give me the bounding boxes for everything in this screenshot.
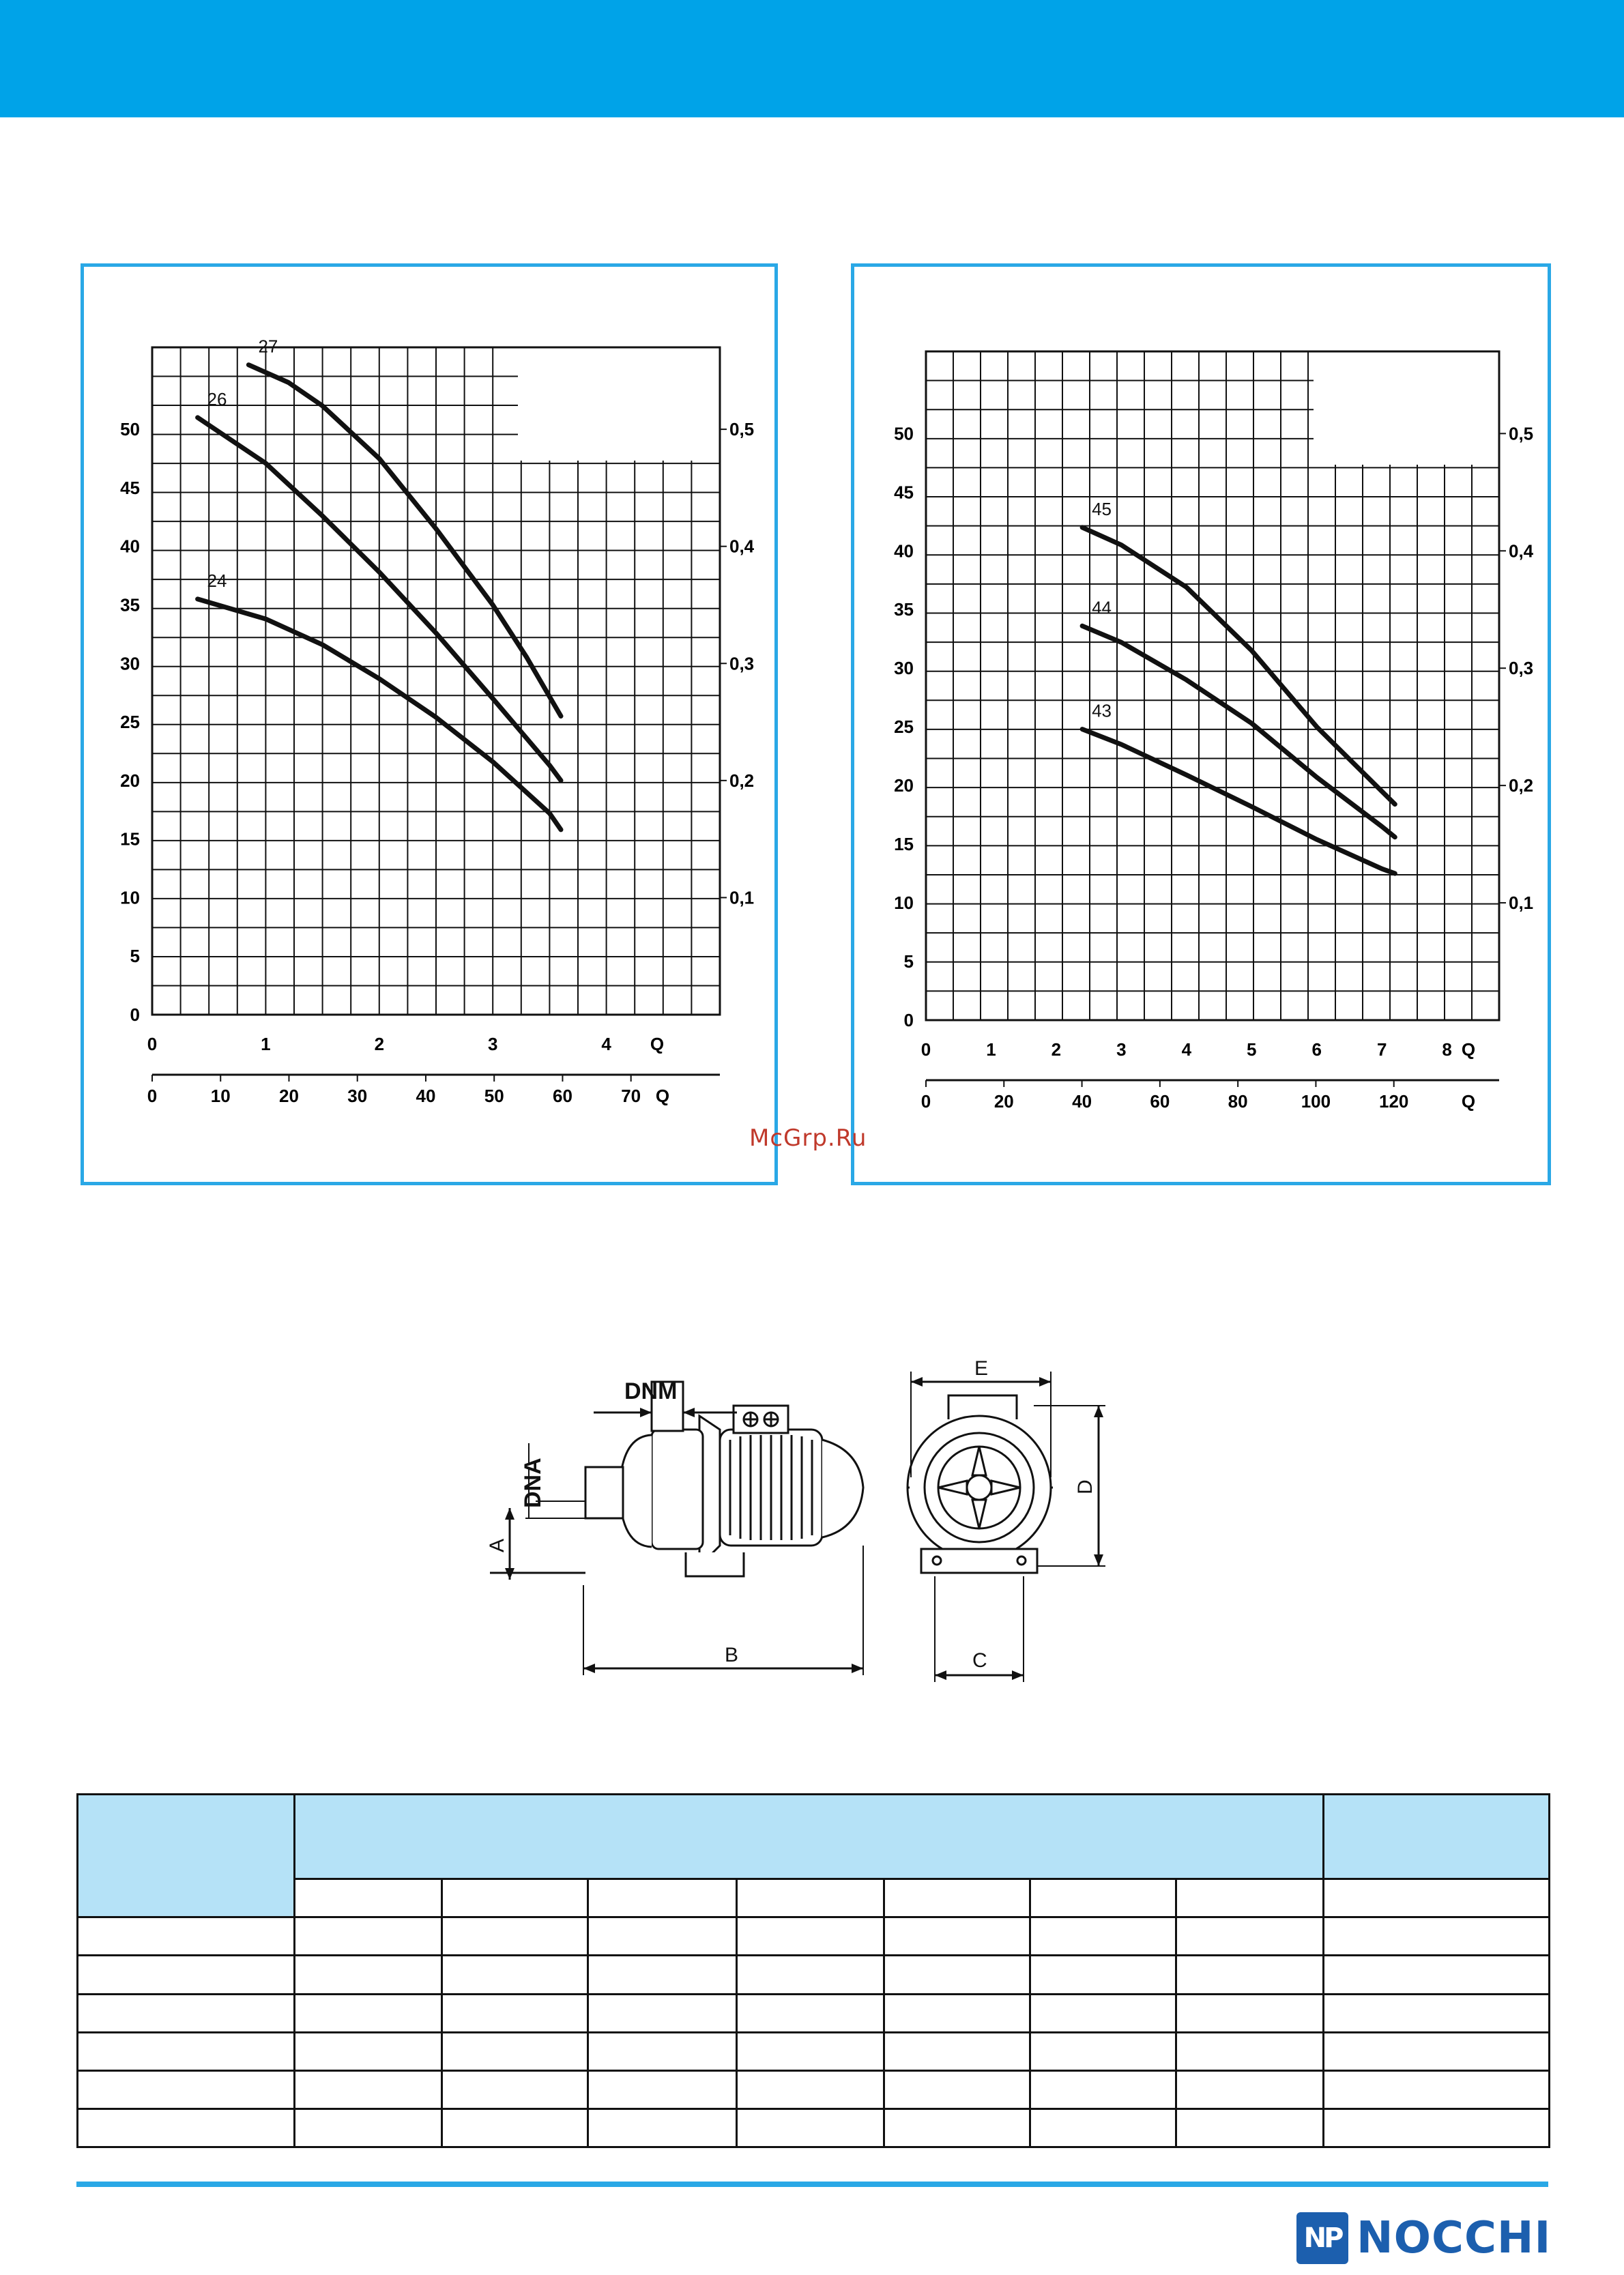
y2-tick-label: 0,3: [729, 653, 755, 674]
footer-rule: [76, 2182, 1548, 2187]
x2-tick-label: 10: [210, 1086, 231, 1106]
performance-chart-left-svg: [84, 267, 774, 1182]
x2-tick-label: 60: [1150, 1091, 1170, 1112]
series-label-44: 44: [1092, 597, 1112, 618]
table-cell: [1324, 2070, 1550, 2109]
x-tick-label: 2: [374, 1034, 385, 1054]
y2-tick-label: 0,2: [1509, 775, 1534, 796]
table-cell: [1030, 1994, 1176, 2032]
watermark-text: McGrp.Ru: [749, 1125, 867, 1152]
table-cell: [295, 2032, 442, 2070]
y2-tick-label: 0,5: [729, 419, 755, 440]
series-label-27: 27: [258, 336, 278, 357]
table-subheader-cell: [442, 1879, 588, 1917]
table-cell: [588, 2032, 737, 2070]
table-cell: [295, 1956, 442, 1994]
table-subheader-cell: [884, 1879, 1030, 1917]
table-cell: [1176, 1917, 1324, 1956]
x-tick-label: 7: [1376, 1039, 1387, 1060]
x2-tick-label: 70: [621, 1086, 641, 1106]
table-row-header: [78, 2109, 295, 2147]
table-cell: [1324, 1994, 1550, 2032]
table-row: [78, 1994, 1550, 2032]
y-tick-label: 45: [894, 482, 914, 503]
spec-table: [76, 1793, 1550, 2148]
y-tick-label: 15: [120, 828, 140, 850]
table-cell: [295, 2109, 442, 2147]
table-subheader-row: [78, 1879, 1550, 1917]
table-cell: [442, 1917, 588, 1956]
x2-tick-label: 0: [920, 1091, 931, 1112]
y-tick-label: 35: [120, 594, 140, 615]
table-cell: [1176, 2109, 1324, 2147]
table-cell: [737, 2032, 884, 2070]
table-cell: [1030, 1917, 1176, 1956]
y-tick-label: 10: [894, 893, 914, 914]
y-tick-label: 45: [120, 477, 140, 498]
x-tick-label: 5: [1247, 1039, 1257, 1060]
table-cell: [1176, 2032, 1324, 2070]
pump-side-view: [490, 1382, 863, 1675]
table-row-header: [78, 1994, 295, 2032]
x2-tick-label: 100: [1301, 1091, 1331, 1112]
table-cell: [295, 1917, 442, 1956]
series-curve-27: [248, 365, 561, 716]
label-dnm: DNM: [624, 1378, 678, 1404]
y-tick-label: 20: [894, 775, 914, 796]
performance-chart-left: [81, 263, 778, 1185]
y2-tick-label: 0,1: [1509, 893, 1534, 914]
performance-chart-right-svg: [854, 267, 1548, 1182]
y2-tick-label: 0,4: [1509, 540, 1534, 562]
series-curve-44: [1082, 626, 1395, 837]
table-row-header: [78, 2070, 295, 2109]
table-subheader-cell: [737, 1879, 884, 1917]
x2-tick-label: 40: [416, 1086, 436, 1106]
nocchi-logo: [1296, 2211, 1556, 2265]
table-row: [78, 2032, 1550, 2070]
table-cell: [588, 1917, 737, 1956]
table-cell: [1324, 2109, 1550, 2147]
y2-tick-label: 0,1: [729, 887, 755, 908]
table-cell: [442, 2109, 588, 2147]
x-tick-label: 6: [1311, 1039, 1322, 1060]
table-row: [78, 2070, 1550, 2109]
logo-text: NOCCHI: [1357, 2213, 1552, 2263]
table-subheader-cell: [1324, 1879, 1550, 1917]
x-tick-label: 1: [261, 1034, 271, 1054]
y-tick-label: 0: [903, 1010, 914, 1030]
table-cell: [442, 1994, 588, 2032]
x-tick-label: 0: [147, 1034, 158, 1054]
table-cell: [884, 2109, 1030, 2147]
label-e: E: [974, 1357, 989, 1380]
logo-mark: NP: [1296, 2212, 1348, 2264]
x2-tick-label: 40: [1072, 1091, 1092, 1112]
x2-tick-label: 50: [484, 1086, 504, 1106]
table-cell: [588, 1956, 737, 1994]
table-cell: [1176, 1956, 1324, 1994]
table-subheader-cell: [295, 1879, 442, 1917]
x-tick-label: 8: [1442, 1039, 1452, 1060]
table-cell: [295, 2070, 442, 2109]
label-b: B: [725, 1644, 739, 1666]
table-cell: [884, 1994, 1030, 2032]
y-tick-label: 50: [894, 423, 914, 444]
table-cell: [588, 2109, 737, 2147]
table-cell: [884, 1956, 1030, 1994]
x-tick-label: 4: [1181, 1039, 1192, 1060]
table-row: [78, 2109, 1550, 2147]
y2-tick-label: 0,4: [729, 536, 755, 557]
table-row-header: [78, 1956, 295, 1994]
table-cell: [1030, 1956, 1176, 1994]
table-subheader-cell: [1030, 1879, 1176, 1917]
table-cell: [442, 2032, 588, 2070]
table-row: [78, 1917, 1550, 1956]
x-tick-label: 2: [1051, 1039, 1062, 1060]
y-tick-label: 50: [120, 419, 140, 440]
y-tick-label: 5: [130, 946, 140, 967]
y-tick-label: 20: [120, 770, 140, 791]
table-header-row: [78, 1795, 1550, 1879]
table-cell: [1324, 2032, 1550, 2070]
x2-tick-label: 120: [1379, 1091, 1409, 1112]
table-cell: [884, 1917, 1030, 1956]
table-cell: [884, 2032, 1030, 2070]
y-tick-label: 30: [120, 653, 140, 674]
table-subheader-cell: [588, 1879, 737, 1917]
label-dna: DNA: [520, 1458, 546, 1508]
x-axis-label: Q: [650, 1034, 665, 1054]
table-cell: [1030, 2109, 1176, 2147]
table-row-header: [78, 1917, 295, 1956]
table-cell: [442, 2070, 588, 2109]
x2-axis-label: Q: [655, 1086, 670, 1106]
x2-tick-label: 30: [347, 1086, 368, 1106]
table-cell: [1324, 1956, 1550, 1994]
x-tick-label: 3: [1116, 1039, 1127, 1060]
y-tick-label: 40: [894, 540, 914, 562]
y-tick-label: 35: [894, 599, 914, 620]
y2-tick-label: 0,5: [1509, 423, 1534, 444]
y-tick-label: 40: [120, 536, 140, 557]
x-axis-label: Q: [1461, 1039, 1476, 1060]
table-row: [78, 1956, 1550, 1994]
x2-tick-label: 20: [279, 1086, 299, 1106]
series-label-26: 26: [207, 388, 227, 409]
table-header-model: [78, 1795, 295, 1917]
x-tick-label: 4: [601, 1034, 611, 1054]
table-cell: [1030, 2070, 1176, 2109]
table-cell: [1324, 1917, 1550, 1956]
x-tick-label: 1: [986, 1039, 996, 1060]
x2-tick-label: 20: [994, 1091, 1014, 1112]
table-header-weight: [1324, 1795, 1550, 1879]
x-tick-label: 0: [920, 1039, 931, 1060]
legend-box: [1314, 352, 1498, 465]
y-tick-label: 15: [894, 834, 914, 855]
performance-chart-right: [851, 263, 1551, 1185]
pump-dimension-drawing: [471, 1354, 1262, 1689]
y-tick-label: 25: [120, 712, 140, 733]
label-a: A: [486, 1538, 508, 1552]
label-d: D: [1074, 1479, 1097, 1494]
x-tick-label: 3: [487, 1034, 498, 1054]
table-subheader-cell: [1176, 1879, 1324, 1917]
series-label-24: 24: [207, 570, 227, 591]
x2-axis-label: Q: [1461, 1091, 1476, 1112]
y-tick-label: 25: [894, 716, 914, 738]
table-cell: [737, 1917, 884, 1956]
table-cell: [295, 1994, 442, 2032]
table-cell: [737, 2109, 884, 2147]
y-tick-label: 0: [130, 1004, 140, 1025]
table-cell: [1030, 2032, 1176, 2070]
x2-tick-label: 0: [147, 1086, 158, 1106]
x2-tick-label: 60: [552, 1086, 572, 1106]
label-c: C: [972, 1649, 987, 1672]
y2-tick-label: 0,3: [1509, 658, 1534, 679]
y-tick-label: 5: [903, 951, 914, 972]
y2-tick-label: 0,2: [729, 770, 755, 791]
table-cell: [588, 1994, 737, 2032]
legend-box: [518, 348, 719, 461]
table-cell: [442, 1956, 588, 1994]
table-header-dimensions: [295, 1795, 1324, 1879]
table-cell: [737, 1956, 884, 1994]
table-cell: [737, 2070, 884, 2109]
x2-tick-label: 80: [1228, 1091, 1248, 1112]
y-tick-label: 30: [894, 658, 914, 679]
table-cell: [1176, 2070, 1324, 2109]
y-tick-label: 10: [120, 887, 140, 908]
table-cell: [884, 2070, 1030, 2109]
table-row-header: [78, 2032, 295, 2070]
header-band: [0, 0, 1624, 117]
table-cell: [1176, 1994, 1324, 2032]
table-cell: [737, 1994, 884, 2032]
table-cell: [588, 2070, 737, 2109]
series-curve-45: [1082, 527, 1395, 805]
series-label-45: 45: [1092, 498, 1112, 519]
series-label-43: 43: [1092, 700, 1112, 721]
pump-front-view: [908, 1372, 1105, 1682]
